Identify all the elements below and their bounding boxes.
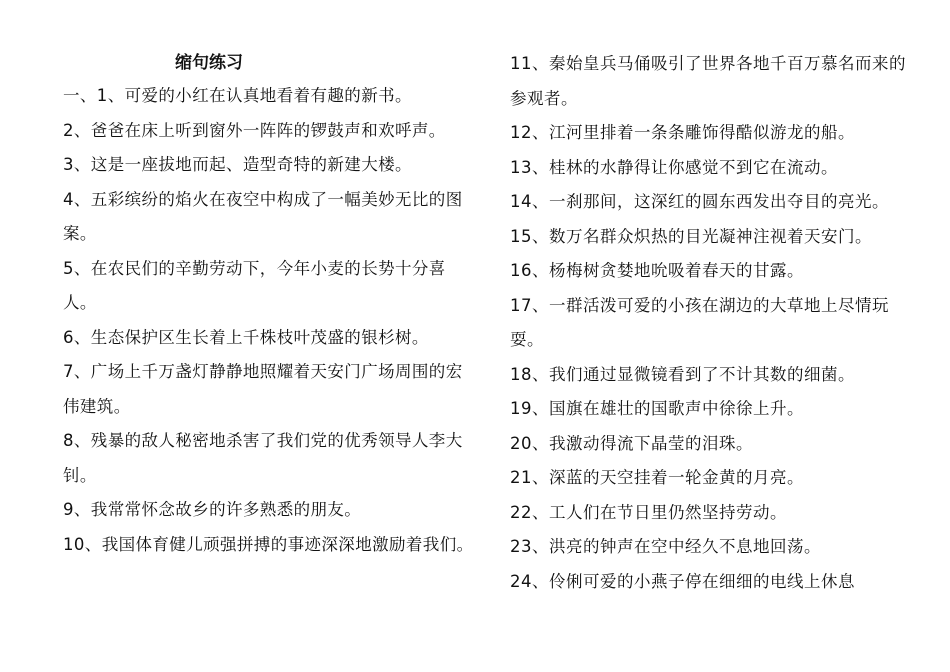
- list-item: 4、五彩缤纷的焰火在夜空中构成了一幅美妙无比的图案。: [63, 189, 463, 243]
- list-item: 13、桂林的水静得让你感觉不到它在流动。: [510, 157, 838, 177]
- list-item: 5、在农民们的辛勤劳动下，今年小麦的长势十分喜人。: [63, 258, 446, 312]
- list-item: 12、江河里排着一条条雕饰得酷似游龙的船。: [510, 123, 855, 142]
- list-item: 10、我国体育健儿顽强拼搏的事迹深深地激励着我们。: [63, 534, 474, 554]
- list-item: 11、秦始皇兵马俑吸引了世界各地千百万慕名而来的参观者。: [510, 54, 906, 108]
- list-item: 22、工人们在节日里仍然坚持劳动。: [510, 502, 787, 522]
- list-item: 8、残暴的敌人秘密地杀害了我们党的优秀领导人李大钊。: [63, 431, 463, 485]
- list-item: 16、杨梅树贪婪地吮吸着春天的甘露。: [510, 261, 804, 280]
- list-item: 17、一群活泼可爱的小孩在湖边的大草地上尽情玩耍。: [510, 295, 889, 349]
- list-item: 19、国旗在雄壮的国歌声中徐徐上升。: [510, 399, 804, 418]
- list-item: 7、广场上千万盏灯静静地照耀着天安门广场周围的宏伟建筑。: [63, 362, 463, 416]
- list-item: 3、这是一座拔地而起、造型奇特的新建大楼。: [63, 155, 412, 174]
- list-item: 20、我激动得流下晶莹的泪珠。: [510, 433, 753, 453]
- list-item: 21、深蓝的天空挂着一轮金黄的月亮。: [510, 468, 804, 487]
- list-item: 9、我常常怀念故乡的许多熟悉的朋友。: [63, 500, 362, 519]
- list-item: 6、生态保护区生长着上千株枝叶茂盛的银杉树。: [63, 327, 429, 347]
- list-item: 一、1、可爱的小红在认真地看着有趣的新书。: [63, 86, 412, 105]
- left-column: [63, 47, 475, 562]
- list-item: 24、伶俐可爱的小燕子停在细细的电线上休息: [510, 571, 855, 591]
- right-column: [510, 47, 920, 599]
- page-title: 缩句练习: [175, 53, 243, 73]
- list-item: 15、数万名群众炽热的目光凝神注视着天安门。: [510, 226, 872, 246]
- list-item: 2、爸爸在床上听到窗外一阵阵的锣鼓声和欢呼声。: [63, 120, 446, 140]
- list-item: 23、洪亮的钟声在空中经久不息地回荡。: [510, 537, 821, 556]
- list-item: 14、一刹那间，这深红的圆东西发出夺目的亮光。: [510, 192, 889, 211]
- list-item: 18、我们通过显微镜看到了不计其数的细菌。: [510, 364, 855, 384]
